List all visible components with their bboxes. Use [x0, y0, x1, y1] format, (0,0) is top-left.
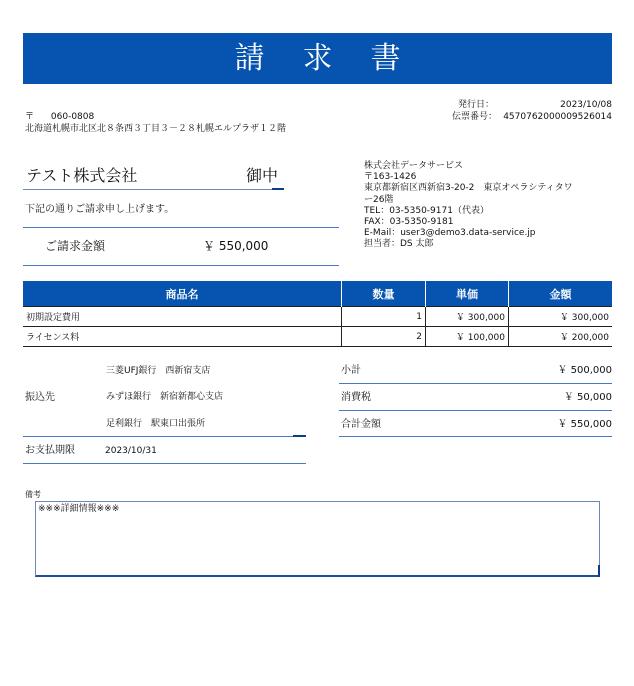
subtotal-value: ￥ 500,000 — [557, 365, 612, 376]
slip-number-label: 伝票番号： — [452, 112, 498, 122]
recipient-address: 北海道札幌市北区北８条西３丁目３－２８札幌エルプラザ１２階 — [25, 124, 287, 134]
sender-person: 担当者：DS 太郎 — [364, 239, 434, 250]
billing-amount-value: ￥ 550,000 — [203, 239, 269, 253]
item-quantity: 2 — [342, 327, 426, 347]
intro-text: 下記の通りご請求申し上げます。 — [25, 204, 175, 215]
header-quantity: 数量 — [342, 281, 426, 307]
bank-item-3: 足利銀行 駅東口出張所 — [106, 419, 206, 429]
issue-date-value: 2023/10/08 — [560, 100, 612, 110]
table-row — [23, 307, 612, 327]
tax-value: ￥ 50,000 — [563, 392, 612, 403]
bank-bottom-accent — [293, 435, 306, 437]
header-unit-price: 単価 — [426, 281, 509, 307]
postal-mark: 〒 — [25, 112, 35, 122]
header-product-name: 商品名 — [23, 281, 342, 307]
total-label: 合計金額 — [341, 419, 381, 430]
invoice-title: 請求書 — [23, 33, 612, 84]
recipient-postal-code: 060-0808 — [50, 112, 95, 122]
sender-address-line1: 東京都新宿区西新宿3-20-2 東京オペラシティタワ — [364, 183, 573, 194]
recipient-honorific: 御中 — [246, 166, 279, 185]
item-name: 初期設定費用 — [23, 307, 342, 327]
total-line — [339, 436, 612, 437]
items-table — [23, 281, 612, 347]
remarks-box — [35, 501, 600, 577]
slip-number-value: 4570762000009526014 — [503, 112, 612, 122]
bank-label: 振込先 — [25, 392, 55, 403]
item-amount: ￥ 300,000 — [509, 307, 613, 327]
bank-item-1: 三菱UFJ銀行 西新宿支店 — [106, 366, 211, 376]
remarks-label: 備考 — [25, 490, 41, 499]
item-unit-price: ￥ 100,000 — [426, 327, 509, 347]
due-date-line — [23, 463, 306, 464]
item-unit-price: ￥ 300,000 — [426, 307, 509, 327]
sender-block — [364, 161, 573, 251]
due-date-label: お支払期限 — [25, 445, 75, 456]
issue-date-label: 発行日： — [458, 100, 495, 110]
tax-label: 消費税 — [341, 392, 371, 403]
sender-postal: 〒163-1426 — [364, 172, 417, 183]
recipient-underline — [23, 189, 275, 190]
billing-amount-label: ご請求金額 — [45, 239, 106, 253]
remarks-corner-accent — [598, 565, 600, 577]
sender-company: 株式会社データサービス — [364, 161, 464, 171]
due-date-value: 2023/10/31 — [105, 446, 157, 456]
bank-item-2: みずほ銀行 新宿新都心支店 — [106, 392, 224, 402]
item-name: ライセンス料 — [23, 327, 342, 347]
item-quantity: 1 — [342, 307, 426, 327]
subtotal-line — [339, 383, 612, 384]
recipient-name: テスト株式会社 — [26, 166, 138, 185]
sender-tel: TEL：03-5350-9171（代表） — [364, 205, 489, 216]
remarks-content: ※※※詳細情報※※※ — [38, 504, 120, 514]
billing-bottom-line — [23, 265, 339, 266]
sender-fax: FAX：03-5350-9181 — [364, 217, 454, 228]
total-value: ￥ 550,000 — [557, 419, 612, 430]
sender-email: E-Mail：user3@demo3.data-service.jp — [364, 228, 536, 239]
header-amount: 金額 — [509, 281, 613, 307]
billing-top-line — [23, 227, 339, 228]
subtotal-label: 小計 — [341, 365, 361, 376]
bank-bottom-line — [23, 436, 306, 437]
table-row — [23, 327, 612, 347]
item-amount: ￥ 200,000 — [509, 327, 613, 347]
recipient-postal — [25, 111, 94, 123]
sender-address-line2: ー26階 — [364, 194, 394, 205]
items-table-header — [23, 281, 612, 307]
tax-line — [339, 410, 612, 411]
recipient-underline-accent — [272, 188, 284, 190]
